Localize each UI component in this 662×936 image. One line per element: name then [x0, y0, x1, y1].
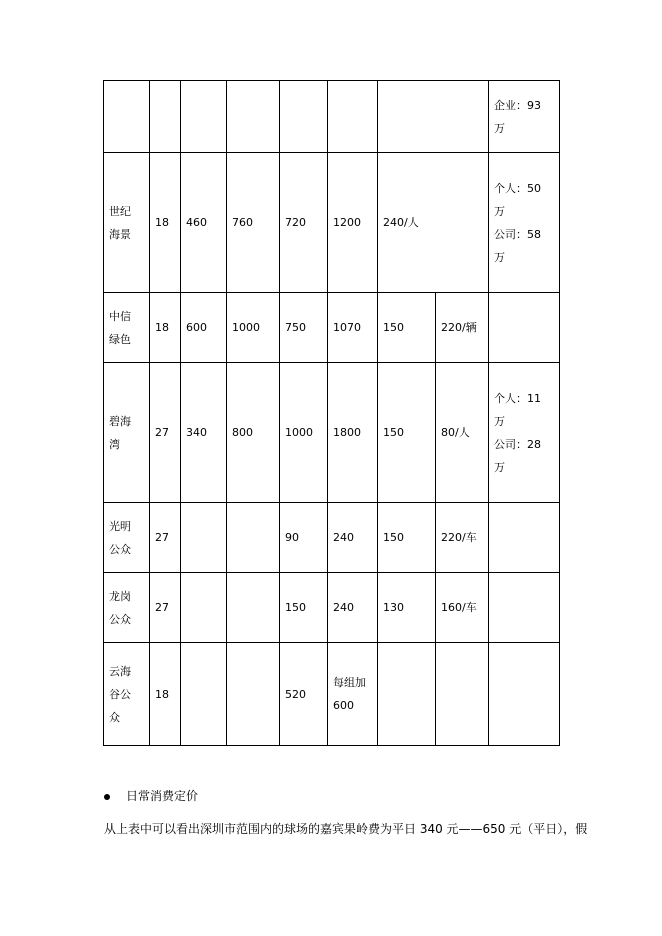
table-cell: 1800	[328, 363, 378, 503]
table-cell	[104, 81, 150, 153]
table-cell	[181, 573, 227, 643]
table-cell: 750	[280, 293, 328, 363]
price-table	[103, 80, 560, 746]
table-cell: 80/人	[436, 363, 489, 503]
table-cell	[181, 643, 227, 746]
table-cell	[227, 573, 280, 643]
table-row	[104, 503, 560, 573]
table-cell: 240	[328, 503, 378, 573]
table-row	[104, 643, 560, 746]
table-cell: 个人：50 万 公司：58 万	[489, 153, 560, 293]
table-cell: 中信 绿色	[104, 293, 150, 363]
section-heading	[104, 787, 198, 805]
table-cell: 600	[181, 293, 227, 363]
table-cell	[489, 573, 560, 643]
table-cell: 340	[181, 363, 227, 503]
table-cell	[280, 81, 328, 153]
table-cell: 世纪 海景	[104, 153, 150, 293]
table-cell: 220/车	[436, 503, 489, 573]
table-cell: 90	[280, 503, 328, 573]
table-cell	[489, 503, 560, 573]
table-cell: 每组加 600	[328, 643, 378, 746]
bullet-icon	[104, 794, 110, 800]
section-heading-text: 日常消费定价	[126, 789, 199, 803]
table-cell: 1000	[280, 363, 328, 503]
table-cell: 18	[150, 293, 181, 363]
table-cell: 150	[280, 573, 328, 643]
table-cell	[150, 81, 181, 153]
table-cell	[489, 293, 560, 363]
table-cell: 720	[280, 153, 328, 293]
table-cell: 130	[378, 573, 436, 643]
body-paragraph: 从上表中可以看出深圳市范围内的球场的嘉宾果岭费为平日 340 元——650 元（平日），假	[104, 822, 588, 836]
table-cell	[227, 503, 280, 573]
table-cell	[181, 81, 227, 153]
table-cell	[436, 643, 489, 746]
table-cell: 150	[378, 293, 436, 363]
table-cell: 240/人	[378, 153, 489, 293]
table-cell: 个人：11 万 公司：28 万	[489, 363, 560, 503]
table-cell: 碧海 湾	[104, 363, 150, 503]
table-cell: 27	[150, 503, 181, 573]
table-row	[104, 573, 560, 643]
table-cell: 520	[280, 643, 328, 746]
table-cell: 龙岗 公众	[104, 573, 150, 643]
table-cell	[227, 643, 280, 746]
table-row	[104, 293, 560, 363]
table-cell: 240	[328, 573, 378, 643]
table-row	[104, 153, 560, 293]
table-cell: 160/车	[436, 573, 489, 643]
table-cell: 150	[378, 363, 436, 503]
table-cell	[181, 503, 227, 573]
table-cell: 27	[150, 573, 181, 643]
table-cell: 1200	[328, 153, 378, 293]
table-cell: 1070	[328, 293, 378, 363]
table-cell: 18	[150, 153, 181, 293]
table-cell: 企业：93 万	[489, 81, 560, 153]
table-cell	[378, 643, 436, 746]
table-row	[104, 363, 560, 503]
table-cell: 760	[227, 153, 280, 293]
table-cell	[328, 81, 378, 153]
table-row	[104, 81, 560, 153]
table-cell: 220/辆	[436, 293, 489, 363]
table-cell: 18	[150, 643, 181, 746]
table-cell: 云海 谷公 众	[104, 643, 150, 746]
table-cell: 800	[227, 363, 280, 503]
table-cell: 460	[181, 153, 227, 293]
table-cell: 27	[150, 363, 181, 503]
table-cell	[227, 81, 280, 153]
table-cell: 1000	[227, 293, 280, 363]
table-cell: 光明 公众	[104, 503, 150, 573]
table-cell	[489, 643, 560, 746]
table-cell: 150	[378, 503, 436, 573]
table-cell	[378, 81, 489, 153]
